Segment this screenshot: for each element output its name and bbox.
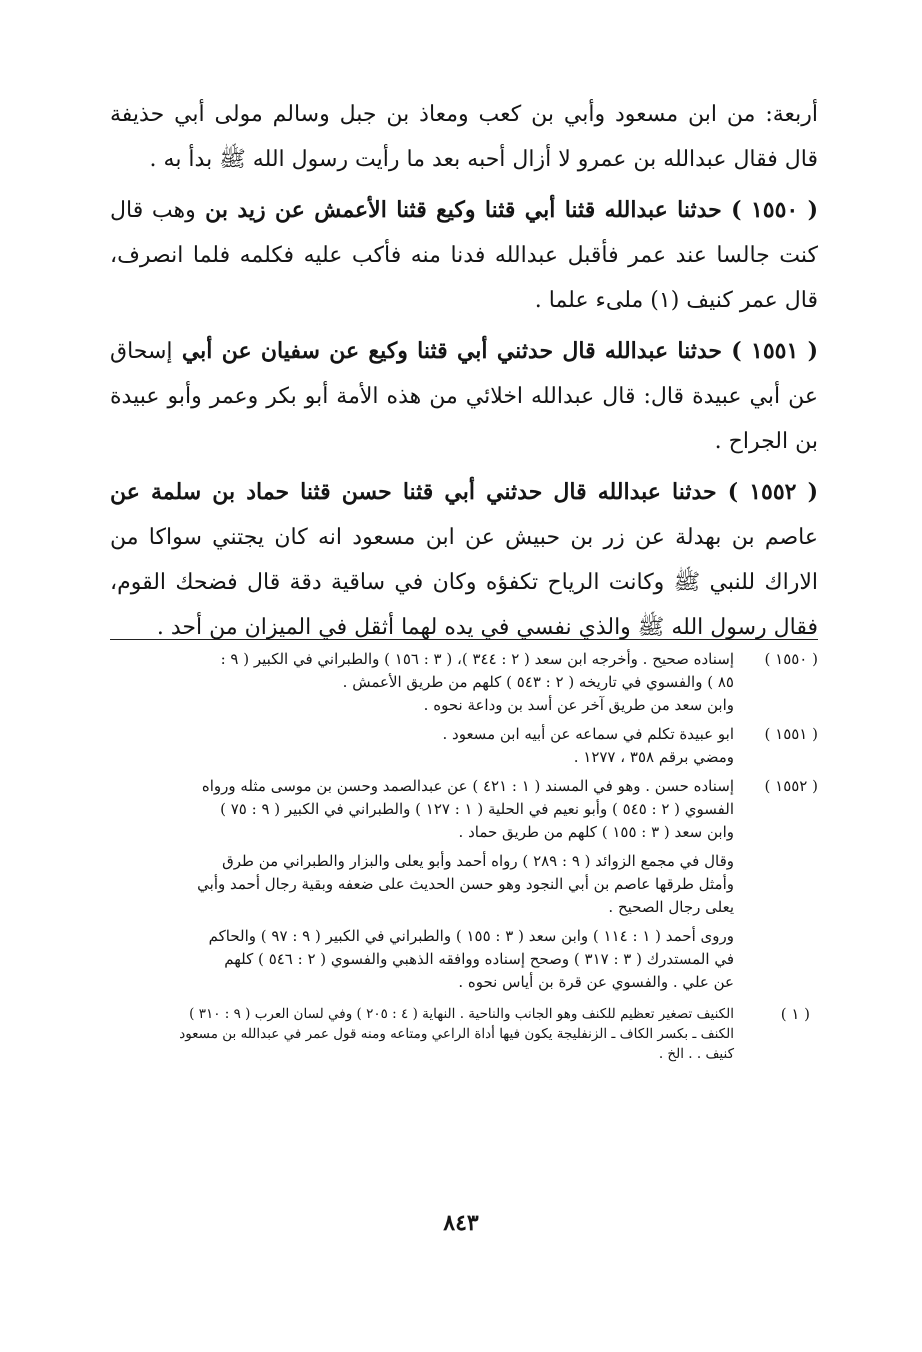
hadith-1552 [110,470,818,650]
note-line: ومضي برقم ٣٥٨ ، ١٢٧٧ . [573,748,734,766]
page-number: ٨٤٣ [443,1210,479,1236]
hadith-1550 [110,188,818,323]
hadith-1552-text: عاصم بن بهدلة عن زر بن حبيش عن ابن مسعود انه كان يجتني سواكا من الاراك للنبي ﷺ وكانت الرياح تكفؤه وكان في ساقية دقة قال فضحك القوم، فقال رسول الله ﷺ والذي نفسي في يده لهما أثقل في الميزان من أحد . [110,525,818,640]
footnote-number: ( ١ ) [780,1005,810,1023]
note-line: وابن سعد ( ٣ : ١٥٥ ) كلهم من طريق حماد . [458,823,734,841]
note-number: ( ١٥٥١ ) [764,725,818,743]
note-line: عن علي . والفسوي عن قرة بن أياس نحوه . [458,973,734,991]
note-line: ابو عبيدة تكلم في سماعه عن أبيه ابن مسعود . [442,725,734,743]
note-line: الفسوي ( ٢ : ٥٤٥ ) وأبو نعيم في الحلية ( ١ : ١٢٧ ) والطبراني في الكبير ( ٩ : ٧٥ ) [220,800,734,818]
intro-line-2: فقال عبدالله بن عمرو لا أزال أحبه بعد ما رأيت رسول الله ﷺ بدأ به . [149,147,778,172]
footnote-1 [100,1004,818,1064]
main-text [110,92,818,650]
note-line: في المستدرك ( ٣ : ٣١٧ ) وصحح إسناده ووافقه الذهبي والفسوي ( ٢ : ٥٤٦ ) كلهم [224,950,734,968]
note-number: ( ١٥٥٢ ) [764,777,818,795]
note-line: إسناده حسن . وهو في المسند ( ١ : ٤٢١ ) عن عبدالصمد وحسن بن موسى مثله ورواه [201,777,734,795]
footnote-line: كنيف . . الخ . [658,1046,734,1062]
hadith-1551-lead: ( ١٥٥١ ) حدثنا عبدالله قال حدثني أبي قثنا وكيع عن سفيان عن أبي [181,338,818,364]
hadith-1550-text: وهب قال كنت جالسا عند عمر فأقبل عبدالله فدنا منه فأكب عليه فكلمه فلما انصرف، قال عمر كنيف (١) ملىء علما . [110,198,818,313]
note-line: وابن سعد من طريق آخر عن أسد بن وداعة نحوه . [423,696,734,714]
note-line: إسناده صحيح . وأخرجه ابن سعد ( ٢ : ٣٤٤ )، ( ٣ : ١٥٦ ) والطبراني في الكبير ( ٩ : [220,650,734,668]
intro-paragraph [110,92,818,182]
hadith-1551-text: إسحاق عن أبي عبيدة قال: قال عبدالله اخلائي من هذه الأمة أبو بكر وعمر وأبو عبيدة بن الجراح . [110,339,818,454]
note-1552 [100,775,818,994]
footnote-line: الكنيف تصغير تعظيم للكنف وهو الجانب والناحية . النهاية ( ٤ : ٢٠٥ ) وفي لسان العرب ( ٩ : ٣١٠ ) [189,1006,734,1022]
note-line: وأمثل طرقها عاصم بن أبي النجود وهو حسن الحديث على ضعفه وبقية رجال أحمد وأبي [197,875,734,893]
hadith-1551 [110,329,818,464]
intro-line-1: أربعة: من ابن مسعود وأبي بن كعب ومعاذ بن جبل وسالم مولى أبي حذيفة قال [110,102,818,172]
note-1550 [100,648,818,717]
footnotes [100,648,818,1064]
note-line: وقال في مجمع الزوائد ( ٩ : ٢٨٩ ) رواه أحمد وأبو يعلى والبزار والطبراني من طرق [222,852,734,870]
footnote-line: الكنف ـ بكسر الكاف ـ الزنفليجة يكون فيها أداة الراعي ومتاعه ومنه قول عمر في عبدالله بن مسعود [179,1026,734,1042]
hadith-1550-lead: ( ١٥٥٠ ) حدثنا عبدالله قثنا أبي قثنا وكيع قثنا الأعمش عن زيد بن [205,197,818,223]
note-line: ٨٥ ) والفسوي في تاريخه ( ٢ : ٥٤٣ ) كلهم من طريق الأعمش . [342,673,734,691]
note-line: وروى أحمد ( ١ : ١١٤ ) وابن سعد ( ٣ : ١٥٥ ) والطبراني في الكبير ( ٩ : ٩٧ ) والحاكم [208,927,734,945]
note-number: ( ١٥٥٠ ) [764,650,818,668]
hadith-1552-lead: ( ١٥٥٢ ) حدثنا عبدالله قال حدثني أبي قثنا حسن قثنا حماد بن سلمة عن [110,479,818,505]
footnote-divider [110,639,818,640]
note-1551 [100,723,818,769]
note-line: يعلى رجال الصحيح . [608,898,734,916]
